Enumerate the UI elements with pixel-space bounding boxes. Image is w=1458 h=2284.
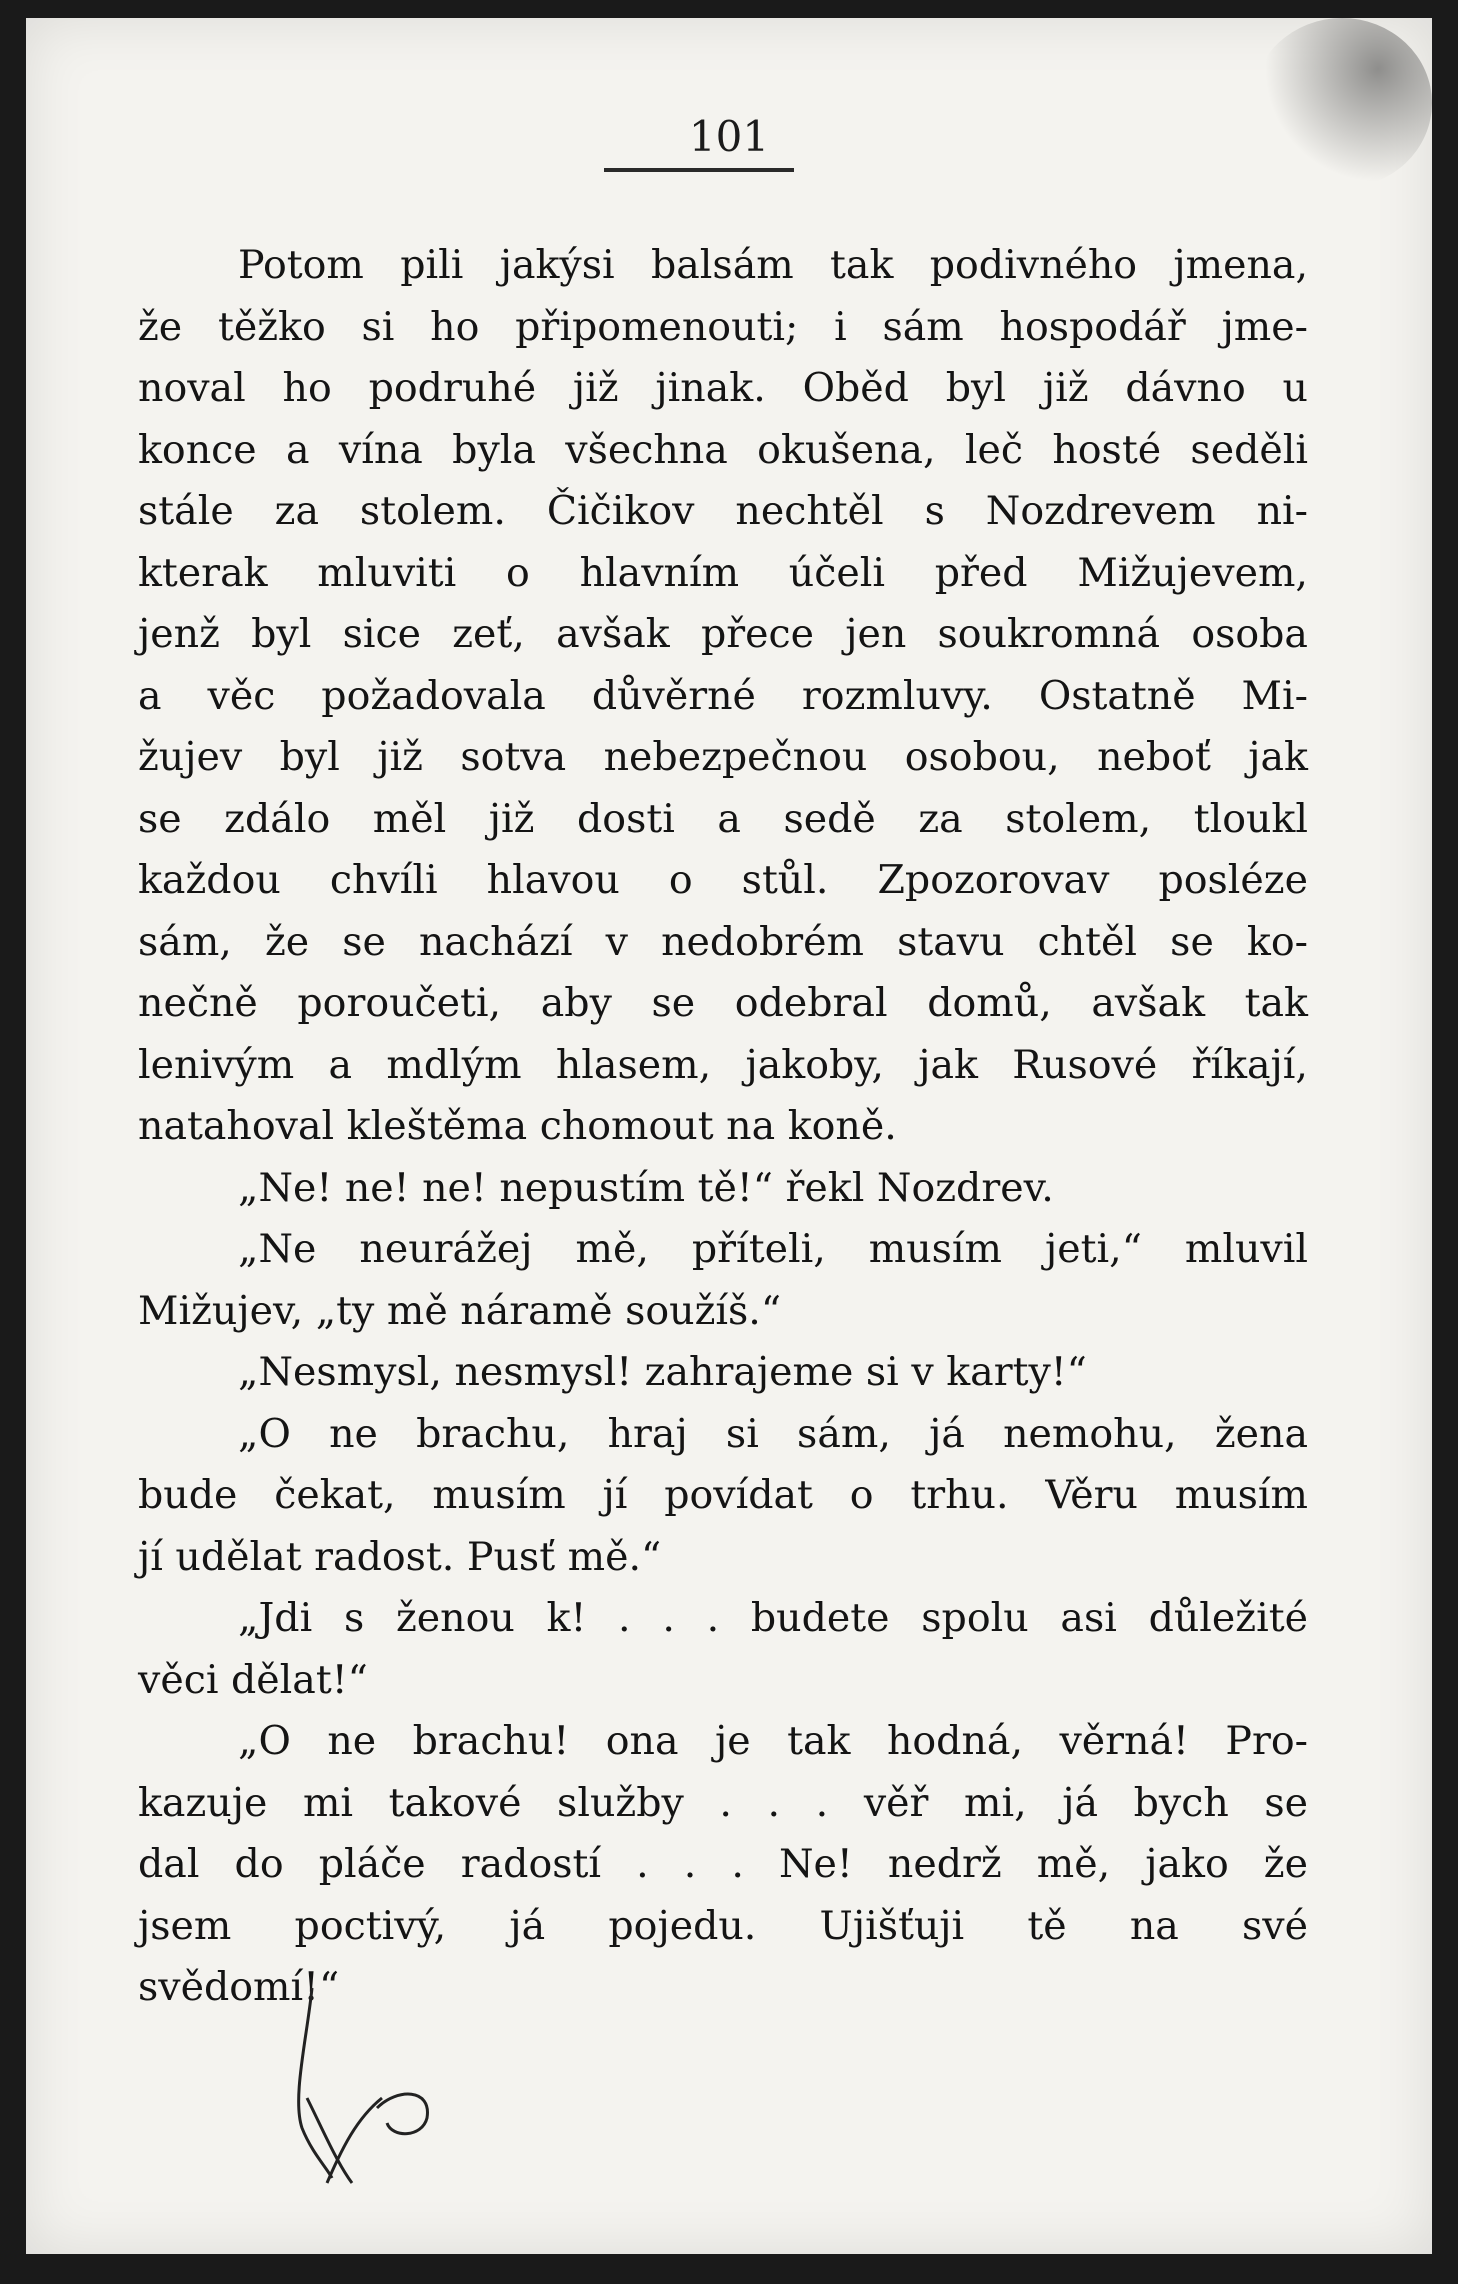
text-line: „Jdi s ženou k! . . . budete spolu asi důležité	[238, 1595, 1308, 1641]
page-number-rule	[604, 168, 794, 172]
text-line: lenivým a mdlým hlasem, jakoby, jak Rusové říkají,	[138, 1041, 1308, 1088]
text-line: že těžko si ho připomenouti; i sám hospodář jme-	[138, 303, 1308, 350]
text-line: konce a vína byla všechna okušena, leč hosté seděli	[138, 426, 1308, 473]
text-line: „O ne brachu! ona je tak hodná, věrná! Pro-	[238, 1718, 1308, 1764]
text-line: bude čekat, musím jí povídat o trhu. Věru musím	[138, 1472, 1308, 1518]
text-line: „Ne! ne! ne! nepustím tě!“ řekl Nozdrev.	[238, 1164, 1054, 1211]
text-line: stále za stolem. Čičikov nechtěl s Nozdrevem ni-	[138, 488, 1308, 534]
text-line: věci dělat!“	[138, 1656, 368, 1703]
text-line: „Ne neurážej mě, příteli, musím jeti,“ mluvil	[238, 1226, 1308, 1272]
body-text	[138, 235, 1308, 2019]
text-line: kterak mluviti o hlavním účeli před Mižujevem,	[138, 549, 1308, 596]
text-line: jí udělat radost. Pusť mě.“	[138, 1533, 662, 1580]
handwritten-mark	[282, 1978, 462, 2198]
text-line: jsem poctivý, já pojedu. Ujišťuji tě na své	[138, 1902, 1308, 1949]
text-line: natahoval kleštěma chomout na koně.	[138, 1103, 897, 1149]
text-line: svědomí!“	[138, 1964, 340, 2010]
text-line: Mižujev, „ty mě náramě soužíš.“	[138, 1287, 782, 1334]
text-line: a věc požadovala důvěrné rozmluvy. Ostatně Mi-	[138, 672, 1308, 719]
text-line: žujev byl již sotva nebezpečnou osobou, neboť jak	[138, 734, 1308, 780]
page-stain	[1252, 18, 1432, 188]
text-line: každou chvíli hlavou o stůl. Zpozorovav posléze	[138, 857, 1308, 903]
text-line: jenž byl sice zeť, avšak přece jen soukromná osoba	[138, 611, 1308, 657]
text-line: kazuje mi takové služby . . . věř mi, já bych se	[138, 1779, 1308, 1826]
text-line: se zdálo měl již dosti a sedě za stolem, tloukl	[138, 795, 1308, 842]
text-line: dal do pláče radostí . . . Ne! nedrž mě, jako že	[138, 1841, 1308, 1887]
text-line: „O ne brachu, hraj si sám, já nemohu, žena	[238, 1410, 1308, 1457]
text-line: nečně poroučeti, aby se odebral domů, avšak tak	[138, 980, 1308, 1026]
text-line: noval ho podruhé již jinak. Oběd byl již dávno u	[138, 365, 1308, 411]
page-number: 101	[688, 112, 770, 161]
text-line: sám, že se nachází v nedobrém stavu chtěl se ko-	[138, 918, 1308, 965]
text-line: Potom pili jakýsi balsám tak podivného jmena,	[238, 242, 1308, 288]
book-page	[26, 18, 1432, 2254]
text-line: „Nesmysl, nesmysl! zahrajeme si v karty!“	[238, 1349, 1087, 1395]
